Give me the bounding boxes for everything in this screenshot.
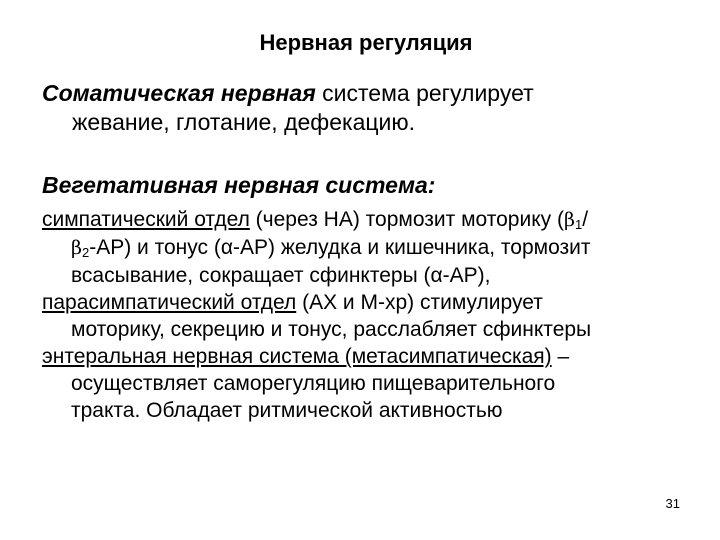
parasympathetic-text-1: (АХ и М-хр) стимулирует (296, 291, 543, 314)
enteric-name: энтеральная нервная система (метасимпатическая) (42, 345, 552, 368)
sympathetic-text-1: (через НА) тормозит моторику ( (249, 208, 564, 231)
parasympathetic-name: парасимпатический отдел (42, 291, 297, 314)
sympathetic-line-2 (42, 234, 692, 262)
vegetative-list (42, 206, 692, 424)
beta-subscript-2: 2 (81, 245, 90, 260)
beta-subscript-1: 1 (574, 217, 583, 232)
enteric-item (42, 343, 692, 424)
enteric-dash: – (551, 345, 570, 368)
sympathetic-text-3: всасывание, сокращает сфинктеры (α-АР), (71, 264, 491, 287)
somatic-text-1: система регулирует (315, 80, 534, 106)
beta-symbol-1: β (563, 209, 575, 231)
enteric-text-3: тракта. Обладает ритмической активностью (71, 399, 503, 422)
vegetative-heading: Вегетативная нервная система: (42, 172, 436, 198)
somatic-text-2: жевание, глотание, дефекацию. (72, 109, 416, 136)
somatic-paragraph (42, 78, 534, 138)
slide-title-text: Нервная регуляция (259, 30, 473, 55)
somatic-emphasis: Соматическая нервная (42, 80, 316, 106)
sympathetic-item (42, 206, 692, 289)
enteric-text-2: осуществляет саморегуляцию пищеварительного (71, 372, 556, 395)
page-number: 31 (665, 496, 680, 511)
beta-slash: / (582, 208, 589, 231)
parasympathetic-text-2: моторику, секрецию и тонус, расслабляет сфинктеры (71, 318, 592, 341)
sympathetic-text-2: -АР) и тонус (α-АР) желудка и кишечника, тормозит (89, 236, 591, 259)
beta-symbol-2: β (71, 237, 82, 259)
parasympathetic-item (42, 289, 692, 343)
slide-title (0, 30, 720, 56)
sympathetic-name: симпатический отдел (42, 208, 250, 231)
